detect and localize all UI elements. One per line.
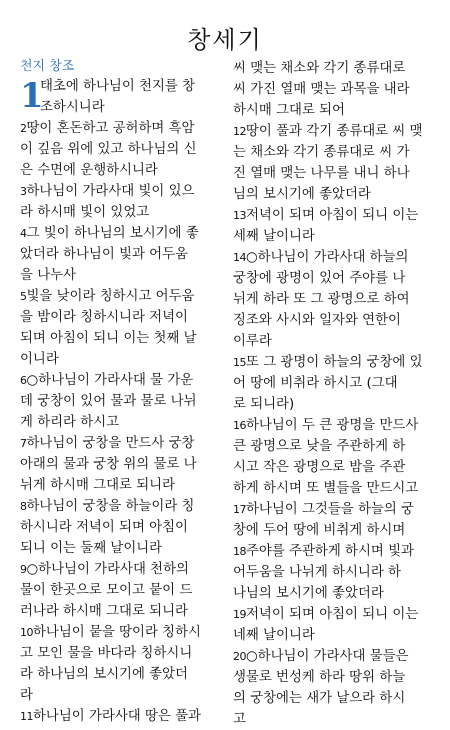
verse-line [20, 454, 225, 475]
verse-text: 러나라 하시매 그대로 되니라 [20, 604, 188, 619]
verse-number: 5 [20, 290, 27, 303]
verse-text: 하게 하시며 또 별들을 만드시고 [233, 481, 419, 496]
left-column [20, 58, 225, 727]
verse-text: 진 열매 맺는 나무를 내니 하나 [233, 166, 410, 181]
verse-line [233, 415, 445, 436]
verse-line [20, 559, 225, 580]
verse-line [20, 307, 225, 328]
verse-line [233, 499, 445, 520]
verse-line [233, 625, 445, 646]
verse-text: 네째 날이니라 [233, 628, 315, 643]
verse-text: 창에 두어 땅에 비취게 하시며 [233, 523, 406, 538]
verse-text: 게 하리라 하시고 [20, 415, 120, 430]
verse-text: 되니 이는 둘째 날이니라 [20, 541, 163, 556]
verse-text: 라 하나님의 보시기에 좋았더 [20, 667, 188, 682]
verse-8 [20, 496, 225, 559]
left-verse-list [20, 118, 225, 727]
verse-text: ○하나님이 가라사대 물들은 [246, 649, 409, 664]
verse-line [20, 643, 225, 664]
verse-18 [233, 541, 445, 604]
verse-line [233, 583, 445, 604]
verse-number: 14 [233, 251, 246, 264]
verse-line [233, 604, 445, 625]
verse-text: ○하나님이 가라사대 물 가운 [26, 373, 194, 388]
verse-line [233, 709, 445, 730]
verse-line [233, 142, 445, 163]
verse-text: 아래의 물과 궁창 위의 물로 나 [20, 457, 197, 472]
verse-text: 을 밤이라 칭하시니라 저녁이 [20, 310, 188, 325]
verse-line [233, 331, 445, 352]
verse-text: 하시니라 저녁이 되며 아침이 [20, 520, 188, 535]
verse-text: 어두움을 나뉘게 하시니라 하 [233, 565, 401, 580]
verse-5 [20, 286, 225, 370]
verse-number: 10 [20, 626, 33, 639]
verse-text: ○하나님이 가라사대 하늘의 [246, 250, 409, 265]
verse-line [233, 457, 445, 478]
verse-text: 는 채소와 각기 종류대로 씨 가 [233, 145, 410, 160]
verse-line [233, 352, 445, 373]
verse-14 [233, 247, 445, 352]
verse-number: 3 [20, 185, 27, 198]
verse-19 [233, 604, 445, 646]
verse-line [20, 622, 225, 643]
verse-line: 하시매 그대로 되어 [233, 103, 345, 118]
verse-text: 큰 광명으로 낮을 주관하게 하 [233, 439, 406, 454]
verse-line [233, 394, 445, 415]
verse-number: 19 [233, 608, 246, 621]
verse-text: 나님의 보시기에 좋았더라 [233, 586, 384, 601]
verse-3 [20, 181, 225, 223]
verse-text: 세째 날이니라 [233, 229, 315, 244]
verse-text: 라 하시매 빛이 있었고 [20, 205, 150, 220]
verse-text: 데 궁창이 있어 물과 물로 나뉘 [20, 394, 197, 409]
verse-text: 생물로 번성케 하라 땅위 하늘 [233, 670, 406, 685]
verse-2 [20, 118, 225, 181]
verse-line [233, 163, 445, 184]
verse-number: 7 [20, 437, 27, 450]
verse-number: 20 [233, 650, 246, 663]
verse-line [233, 541, 445, 562]
verse-line [233, 268, 445, 289]
verse-text: 뉘게 하시매 그대로 되니라 [20, 478, 176, 493]
verse-number: 12 [233, 125, 246, 138]
verse-line [20, 580, 225, 601]
verse-17 [233, 499, 445, 541]
book-title: 창세기 [187, 26, 263, 54]
verse-4 [20, 223, 225, 286]
verse-line [233, 226, 445, 247]
verse-line [233, 478, 445, 499]
verse-text: 라 [20, 688, 33, 703]
verse-text: 이 깊음 위에 있고 하나님의 신 [20, 142, 197, 157]
verse-line [20, 664, 225, 685]
verse-text: 시고 작은 광명으로 밤을 주관 [233, 460, 406, 475]
verse-text: 은 수면에 운행하시니라 [20, 163, 158, 178]
verse-line [233, 247, 445, 268]
verse-line [20, 412, 225, 433]
verse-text: 어 땅에 비취라 하시고 (그대 [233, 376, 398, 391]
verse-line [20, 517, 225, 538]
verse-text: 그 빛이 하나님의 보시기에 좋 [26, 226, 199, 241]
verse-text: 되며 아침이 되니 이는 첫째 날 [20, 331, 197, 346]
verse-number: 18 [233, 545, 246, 558]
verse-text: 의 궁창에는 새가 날으라 하시 [233, 691, 406, 706]
verse-line: 조하시니라 [40, 100, 105, 115]
verse-text: 고 [233, 712, 246, 727]
verse-line [20, 118, 225, 139]
verse-line [20, 328, 225, 349]
verse-line [20, 706, 225, 727]
verse-number: 2 [20, 122, 27, 135]
verse-text: 또 그 광명이 하늘의 궁창에 있 [246, 355, 423, 370]
verse-text: 저녁이 되며 아침이 되니 이는 [246, 607, 419, 622]
verse-line [233, 436, 445, 457]
verse-line [20, 244, 225, 265]
verse-line [233, 562, 445, 583]
verse-line [20, 433, 225, 454]
verse-line [20, 265, 225, 286]
verse-text: 땅이 혼돈하고 공허하며 흑암 [26, 121, 195, 136]
verse-15 [233, 352, 445, 415]
section-heading: 천지 창조 [20, 59, 75, 74]
verse-line [20, 202, 225, 223]
verse-line [233, 520, 445, 541]
verse-number: 9 [20, 563, 27, 576]
verse-line [20, 160, 225, 181]
verse-1-text [40, 76, 225, 118]
verse-16 [233, 415, 445, 499]
verse-text: 하나님이 뭍을 땅이라 칭하시 [33, 625, 201, 640]
verse-text: 님의 보시기에 좋았더라 [233, 187, 371, 202]
verse-text: 주야를 주관하게 하시며 빛과 [246, 544, 414, 559]
verse-line [233, 205, 445, 226]
verse-line [20, 538, 225, 559]
verse-11-continuation [233, 58, 445, 121]
verse-line [20, 223, 225, 244]
verse-text: 하나님이 그것들을 하늘의 궁 [246, 502, 414, 517]
verse-line [20, 139, 225, 160]
verse-text: 을 나누사 [20, 268, 76, 283]
verse-text: 하나님이 궁창을 만드사 궁창 [26, 436, 195, 451]
verse-text: 하나님이 두 큰 광명을 만드사 [246, 418, 419, 433]
verse-text: 이루라 [233, 334, 272, 349]
verse-line [20, 475, 225, 496]
verse-10 [20, 622, 225, 706]
verse-line [20, 496, 225, 517]
verse-12 [233, 121, 445, 205]
verse-line [233, 184, 445, 205]
verse-line [20, 370, 225, 391]
verse-1 [20, 76, 225, 118]
verse-text: 땅이 풀과 각기 종류대로 씨 맺 [246, 124, 423, 139]
verse-line [20, 391, 225, 412]
verse-20 [233, 646, 445, 730]
verse-13 [233, 205, 445, 247]
verse-line [20, 601, 225, 622]
verse-11 [20, 706, 225, 727]
verse-9 [20, 559, 225, 622]
verse-text: 았더라 하나님이 빛과 어두움 [20, 247, 188, 262]
right-verse-list [233, 121, 445, 730]
verse-line [233, 289, 445, 310]
verse-number: 13 [233, 209, 246, 222]
verse-line [233, 310, 445, 331]
verse-text: 뉘게 하라 또 그 광명으로 하여 [233, 292, 410, 307]
verse-6 [20, 370, 225, 433]
verse-line [233, 373, 445, 394]
verse-text: 하나님이 가라사대 빛이 있으 [26, 184, 195, 199]
verse-number: 8 [20, 500, 27, 513]
verse-line [233, 646, 445, 667]
verse-text: 고 모인 물을 바다라 칭하시니 [20, 646, 193, 661]
verse-text: 징조와 사시와 일자와 연한이 [233, 313, 401, 328]
verse-line [20, 181, 225, 202]
verse-line [233, 121, 445, 142]
verse-line [20, 685, 225, 706]
verse-text: 물이 한곳으로 모이고 뭍이 드 [20, 583, 193, 598]
verse-text: 로 되니라) [233, 397, 295, 412]
verse-text: 저녁이 되며 아침이 되니 이는 [246, 208, 419, 223]
verse-text: 하나님이 궁창을 하늘이라 칭 [26, 499, 195, 514]
verse-number: 17 [233, 503, 246, 516]
verse-line: 씨 가진 열매 맺는 과목을 내라 [233, 82, 410, 97]
verse-text: 궁창에 광명이 있어 주야를 나 [233, 271, 406, 286]
verse-line [20, 286, 225, 307]
verse-line [233, 688, 445, 709]
verse-text: 빛을 낮이라 칭하시고 어두움 [26, 289, 195, 304]
verse-text: 이니라 [20, 352, 59, 367]
verse-text: 하나님이 가라사대 땅은 풀과 [33, 709, 201, 724]
verse-number: 15 [233, 356, 246, 369]
verse-number: 16 [233, 419, 246, 432]
verse-number: 6 [20, 374, 27, 387]
verse-line: 태초에 하나님이 천지를 창 [40, 79, 196, 94]
verse-text: ○하나님이 가라사대 천하의 [26, 562, 189, 577]
verse-line [233, 667, 445, 688]
verse-7 [20, 433, 225, 496]
right-column [233, 58, 445, 730]
verse-line: 씨 맺는 채소와 각기 종류대로 [233, 61, 406, 76]
verse-number: 4 [20, 227, 27, 240]
verse-line [20, 349, 225, 370]
verse-number: 11 [20, 710, 33, 723]
drop-cap-verse-number: 1 [20, 76, 44, 116]
